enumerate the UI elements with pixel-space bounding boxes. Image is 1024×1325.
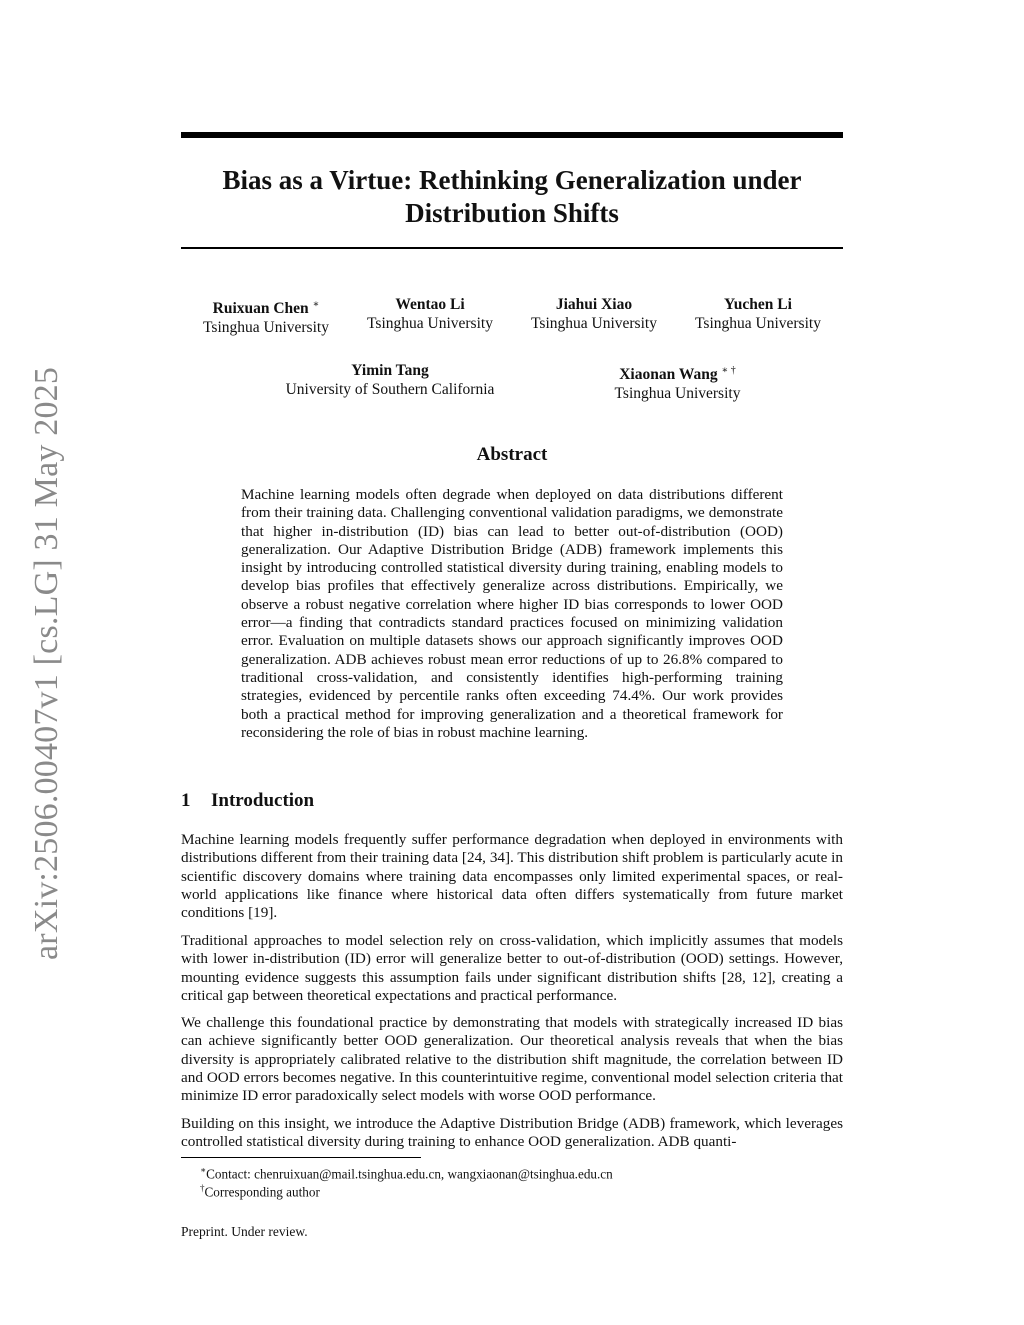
author-block — [580, 361, 775, 403]
title-bottom-rule — [181, 247, 843, 249]
author-name: Jiahui Xiao — [555, 296, 633, 313]
section-heading-introduction — [181, 790, 314, 812]
footnote-rule — [181, 1157, 421, 1158]
abstract-heading: Abstract — [476, 444, 548, 465]
author-name: Ruixuan Chen — [212, 300, 309, 318]
author-mark: ∗ — [312, 299, 320, 310]
title-line-2: Distribution Shifts — [405, 198, 619, 228]
paragraph: Building on this insight, we introduce the Adaptive Distribution Bridge (ADB) framework, which leverages controlled statistical diversity during training to enhance OOD generalization. ADB quanti- — [181, 1115, 843, 1151]
author-name: Yuchen Li — [724, 296, 792, 313]
page-footer: Preprint. Under review. — [181, 1224, 308, 1239]
footnote-text: Contact: chenruixuan@mail.tsinghua.edu.cn, wangxiaonan@tsinghua.edu.cn — [206, 1166, 613, 1182]
title-top-rule — [181, 132, 843, 138]
paragraph: Machine learning models frequently suffer performance degradation when deployed in environments with distributions different from their training data [24, 34]. This distribution shift problem is particularly acute in scientific discovery domains where training data encompasses only limited experimental spaces, or real-world applications like finance where historical data often differs systematically from future market conditions [19]. — [181, 831, 843, 922]
title-line-1: Bias as a Virtue: Rethinking Generalization under — [222, 165, 802, 195]
author-mark: ∗ † — [721, 365, 736, 376]
author-name: Yimin Tang — [351, 362, 429, 379]
author-name: Wentao Li — [395, 296, 465, 313]
author-affiliation: Tsinghua University — [367, 315, 493, 332]
section-number: 1 — [181, 790, 191, 811]
paragraph: We challenge this foundational practice by demonstrating that models with strategically increased ID bias can achieve significantly better OOD generalization. Our theoretical analysis reveals that when the bias diversity is appropriately calibrated relative to the distribution shift magnitude, the correlation between ID and OOD errors becomes negative. In this counterintuitive regime, conventional model selection criteria that minimize ID error paradoxically select models with worse OOD performance. — [181, 1014, 843, 1105]
author-block — [518, 295, 670, 333]
author-block — [270, 361, 510, 399]
author-block — [190, 295, 342, 337]
author-affiliation: Tsinghua University — [203, 319, 329, 337]
paragraph: Traditional approaches to model selection rely on cross-validation, which implicitly assumes that models with lower in-distribution (ID) error will generalize better to out-of-distribution (OOD) settings. However, mounting evidence suggests this assumption fails under significant distribution shifts [28, 12], creating a critical gap between theoretical expectations and practical performance. — [181, 932, 843, 1004]
author-affiliation: Tsinghua University — [695, 315, 821, 332]
author-block — [354, 295, 506, 333]
footnote — [200, 1180, 320, 1200]
author-name: Xiaonan Wang — [619, 366, 718, 384]
author-affiliation: Tsinghua University — [531, 315, 657, 332]
author-block — [682, 295, 834, 333]
footnote-mark: † — [200, 1183, 205, 1193]
arxiv-identifier-stamp: arXiv:2506.00407v1 [cs.LG] 31 May 2025 — [28, 366, 65, 960]
paper-title — [181, 164, 843, 230]
footnote-mark: ∗ — [200, 1165, 207, 1175]
abstract-text: Machine learning models often degrade when deployed on data distributions different from their training data. Challenging conventional validation paradigms, we demonstrate that higher in-distribution (ID) bias can lead to better out-of-distribution (OOD) generalization. Our Adaptive Distribution Bridge (ADB) framework implements this insight by introducing controlled statistical diversity during training, enabling models to develop bias profiles that effectively generalize across distributions. Empirically, we observe a robust negative correlation where higher ID bias corresponds to lower OOD error—a finding that contradicts standard practices focused on minimizing validation error. Evaluation on multiple datasets shows our approach significantly improves OOD generalization. ADB achieves robust mean error reductions of up to 26.8% compared to traditional cross-validation, and consistently identifies high-performing training strategies, evidenced by percentile ranks often exceeding 74.4%. Our work provides both a practical method for improving generalization and a theoretical framework for reconsidering the role of bias in robust machine learning. — [241, 486, 783, 741]
author-affiliation: Tsinghua University — [614, 385, 741, 403]
author-affiliation: University of Southern California — [285, 381, 495, 398]
section-title: Introduction — [211, 790, 315, 811]
footnote-text: Corresponding author — [204, 1184, 320, 1200]
